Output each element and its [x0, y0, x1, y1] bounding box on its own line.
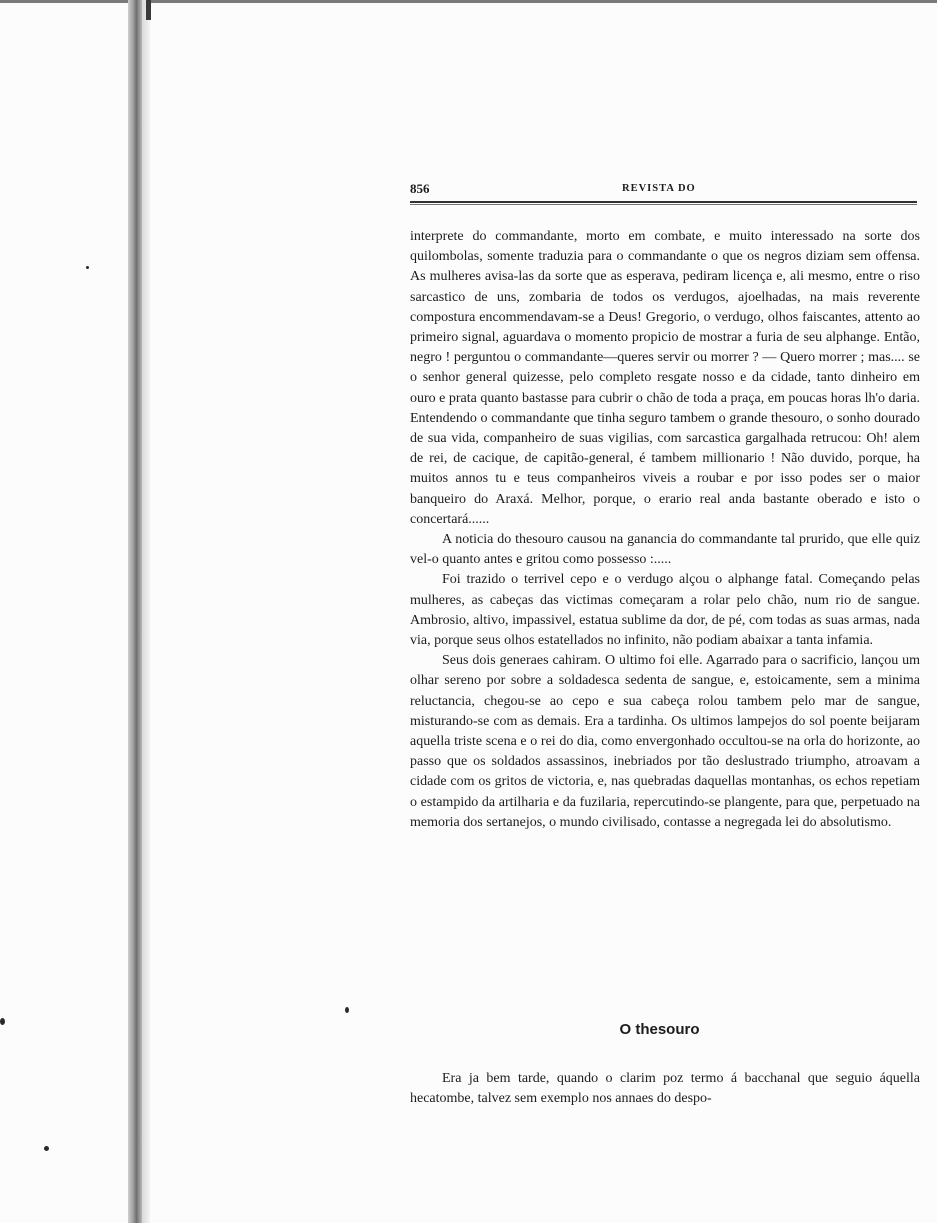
scan-speck — [44, 1146, 49, 1151]
body-paragraph-1: interprete do commandante, morto em combate, e muito interessado na sorte dos quilombolas, somente traduzia para o commandante o que os negros diziam sem offensa. As mulheres avisa-las da sorte que as esperava, pediram licença e, ali mesmo, entre o riso sarcastico de uns, zombaria de todos os verdugos, ajoelhadas, na mais reverente compostura encommendavam-se a Deus! Gregorio, o verdugo, olhos faiscantes, attento ao primeiro signal, aguardava o momento propicio de mostrar a furia de seu alphange. Então, negro ! perguntou o commandante—queres servir ou morrer ? — Quero morrer ; mas.... se o senhor general quizesse, pelo completo resgate nosso e da cidade, tanto dinheiro em ouro e prata quanto bastasse para cubrir o chão de toda a praça, em poucas horas lh'o daria. Entendendo o commandante que tinha seguro tambem o grande thesouro, o sonho dourado de sua vida, companheiro de suas vigilias, com sarcastica gargalhada retrucou: Oh! alem de rei, de cacique, de capitão-general, é tambem millionario ! Não duvido, porque, ha muitos annos tu e teus companheiros viveis a roubar e por isso podes ser o maior banqueiro do Araxá. Melhor, porque, o erario real anda bastante oberado e isto o concertará...... — [410, 229, 920, 527]
section-title: O thesouro — [619, 1021, 700, 1038]
body-paragraph-3: Foi trazido o terrivel cepo e o verdugo alçou o alphange fatal. Começando pelas mulheres, as cabeças das victimas começaram a rolar pelo chão, num rio de sangue. Ambrosio, altivo, impassivel, estatua sublime da dor, de pé, com todas as suas armas, nada via, porque seus olhos estatellados no infinito, não podiam abaixar a tanta infamia. — [410, 572, 920, 649]
binding-gutter-highlight — [142, 0, 150, 1223]
running-head: REVISTA DO — [622, 183, 696, 194]
section-body-text — [410, 1069, 920, 1109]
binding-mark — [146, 0, 151, 20]
scan-speck — [86, 266, 89, 269]
body-paragraph-2: A noticia do thesouro causou na ganancia do commandante tal prurido, que elle quiz vel-o quanto antes e gritou como possesso :..... — [410, 532, 920, 568]
page-number: 856 — [410, 181, 430, 196]
section-paragraph-1: Era ja bem tarde, quando o clarim poz termo á bacchanal que seguio áquella hecatombe, talvez sem exemplo nos annaes do despo- — [410, 1071, 920, 1107]
scan-speck — [0, 1018, 5, 1025]
body-paragraph-4: Seus dois generaes cahiram. O ultimo foi elle. Agarrado para o sacrificio, lançou um olhar sereno por sobre a soldadesca sedenta de sangue, e, estoicamente, sem a minima reluctancia, chegou-se ao cepo e sua cabeça rolou tambem pelo mar de sangue, misturando-se com as demais. Era a tardinha. Os ultimos lampejos do sol poente beijaram aquella triste scena e o rei do dia, como envergonhado occultou-se na orla do horizonte, ao passo que os soldados assassinos, inebriados por tão deslustrado triumpho, atroavam a cidade com os gritos de victoria, e, nas quebradas daquellas montanhas, os echos repetiam o estampido da artilharia e da fuzilaria, repercutindo-se plangente, para que, perpetuado na memoria dos sertanejos, o mundo civilisado, contasse a negregada lei do absolutismo. — [410, 653, 920, 830]
header-rule — [410, 201, 917, 203]
body-text-column — [410, 227, 920, 833]
scan-speck — [345, 1007, 349, 1013]
binding-gutter-shadow — [128, 0, 142, 1223]
header-rule-thin — [410, 204, 917, 205]
page-header — [410, 181, 917, 199]
